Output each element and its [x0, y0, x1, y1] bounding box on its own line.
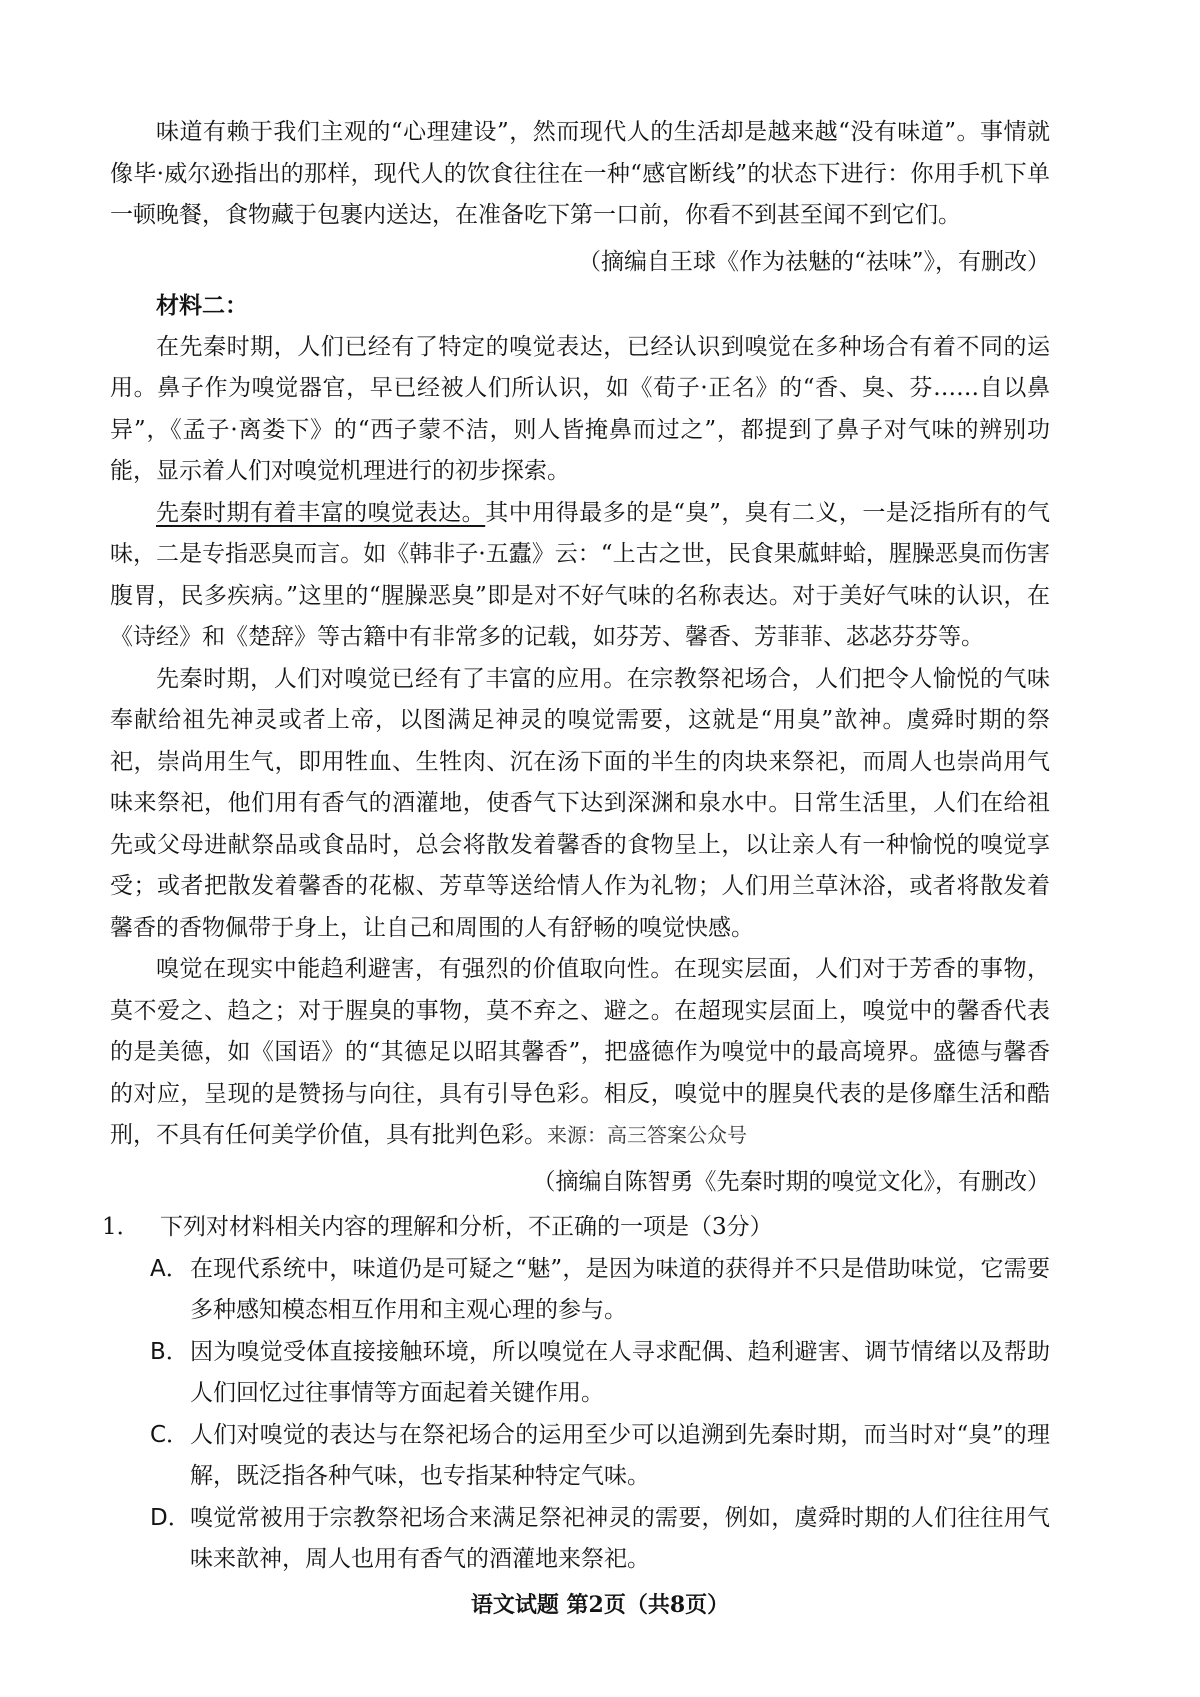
option-a [110, 1249, 1050, 1332]
option-text: 在现代系统中，味道仍是可疑之“魅”，是因为味道的获得并不只是借助味觉，它需要多种感知模态相互作用和主观心理的参与。 [190, 1255, 1050, 1323]
paragraph-material1-end: 味道有赖于我们主观的“心理建设”，然而现代人的生活却是越来越“没有味道”。事情就像毕·威尔逊指出的那样，现代人的饮食往往在一种“感官断线”的状态下进行：你用手机下单一顿晚餐，食物藏于包裹内送达，在准备吃下第一口前，你看不到甚至闻不到它们。 [110, 119, 1050, 228]
option-text: 嗅觉常被用于宗教祭祀场合来满足祭祀神灵的需要，例如，虞舜时期的人们往往用气味来歆神，周人也用有香气的酒灌地来祭祀。 [190, 1504, 1050, 1572]
question-stem-text: 下列对材料相关内容的理解和分析，不正确的一项是（3分） [160, 1214, 773, 1240]
option-text: 因为嗅觉受体直接接触环境，所以嗅觉在人寻求配偶、趋利避害、调节情绪以及帮助人们回忆过往事情等方面起着关键作用。 [190, 1338, 1050, 1406]
question-stem [102, 1207, 1050, 1249]
source-citation-2: （摘编自陈智勇《先秦时期的嗅觉文化》，有删改） [532, 1168, 1050, 1195]
option-b [110, 1332, 1050, 1415]
question-1 [102, 1207, 1050, 1581]
paragraph-material2-1: 在先秦时期，人们已经有了特定的嗅觉表达，已经认识到嗅觉在多种场合有着不同的运用。鼻子作为嗅觉器官，早已经被人们所认识，如《荀子·正名》的“香、臭、芬……自以鼻异”，《孟子·离娄下》的“西子蒙不洁，则人皆掩鼻而过之”，都提到了鼻子对气味的辨别功能，显示着人们对嗅觉机理进行的初步探索。 [110, 333, 1050, 484]
paragraph-material2-2 [110, 493, 1050, 659]
page-footer: 语文试题 第2页（共8页） [470, 1592, 730, 1618]
paragraph-text: 嗅觉在现实中能趋利避害，有强烈的价值取向性。在现实层面，人们对于芳香的事物，莫不爱之、趋之；对于腥臭的事物，莫不弃之、避之。在超现实层面上，嗅觉中的馨香代表的是美德，如《国语》的“其德足以昭其馨香”，把盛德作为嗅觉中的最高境界。盛德与馨香的对应，呈现的是赞扬与向往，具有引导色彩。相反，嗅觉中的腥臭代表的是侈靡生活和酷刑，不具有任何美学价值，具有批判色彩。 [110, 956, 1050, 1148]
paragraph-material2-4 [110, 949, 1050, 1157]
paragraph-material2-3: 先秦时期，人们对嗅觉已经有了丰富的应用。在宗教祭祀场合，人们把令人愉悦的气味奉献给祖先神灵或者上帝，以图满足神灵的嗅觉需要，这就是“用臭”歆神。虞舜时期的祭祀，崇尚用生气，即用牲血、生牲肉、沉在汤下面的半生的肉块来祭祀，而周人也崇尚用气味来祭祀，他们用有香气的酒灌地，使香气下达到深渊和泉水中。日常生活里，人们在给祖先或父母进献祭品或食品时，总会将散发着馨香的食物呈上，以让亲人有一种愉悦的嗅觉享受；或者把散发着馨香的花椒、芳草等送给情人作为礼物；人们用兰草沐浴，或者将散发着馨香的香物佩带于身上，让自己和周围的人有舒畅的嗅觉快感。 [110, 665, 1050, 941]
source-citation-1: （摘编自王球《作为祛魅的“祛味”》，有删改） [577, 248, 1050, 275]
paragraph-text: 其中用得最多的是“臭”，臭有二义，一是泛指所有的气味，二是专指恶臭而言。如《韩非子·五蠹》云：“上古之世，民食果蓏蚌蛤，腥臊恶臭而伤害腹胃，民多疾病。”这里的“腥臊恶臭”即是对不好气味的名称表达。对于美好气味的认识，在《诗经》和《楚辞》等古籍中有非常多的记载，如芬芳、馨香、芳菲菲、苾苾芬芬等。 [110, 499, 1051, 650]
underlined-sentence: 先秦时期有着丰富的嗅觉表达。 [156, 499, 486, 526]
option-text: 人们对嗅觉的表达与在祭祀场合的运用至少可以追溯到先秦时期，而当时对“臭”的理解，既泛指各种气味，也专指某种特定气味。 [190, 1421, 1050, 1489]
section-label-material2: 材料二： [156, 292, 248, 319]
option-letter: D． [150, 1504, 191, 1531]
option-d [110, 1498, 1050, 1581]
question-number: 1． [102, 1214, 140, 1240]
option-letter: B． [150, 1338, 189, 1365]
option-letter: A． [150, 1255, 189, 1282]
watermark-text: 来源：高三答案公众号 [547, 1123, 747, 1147]
option-letter: C． [150, 1421, 190, 1448]
option-c [110, 1415, 1050, 1498]
